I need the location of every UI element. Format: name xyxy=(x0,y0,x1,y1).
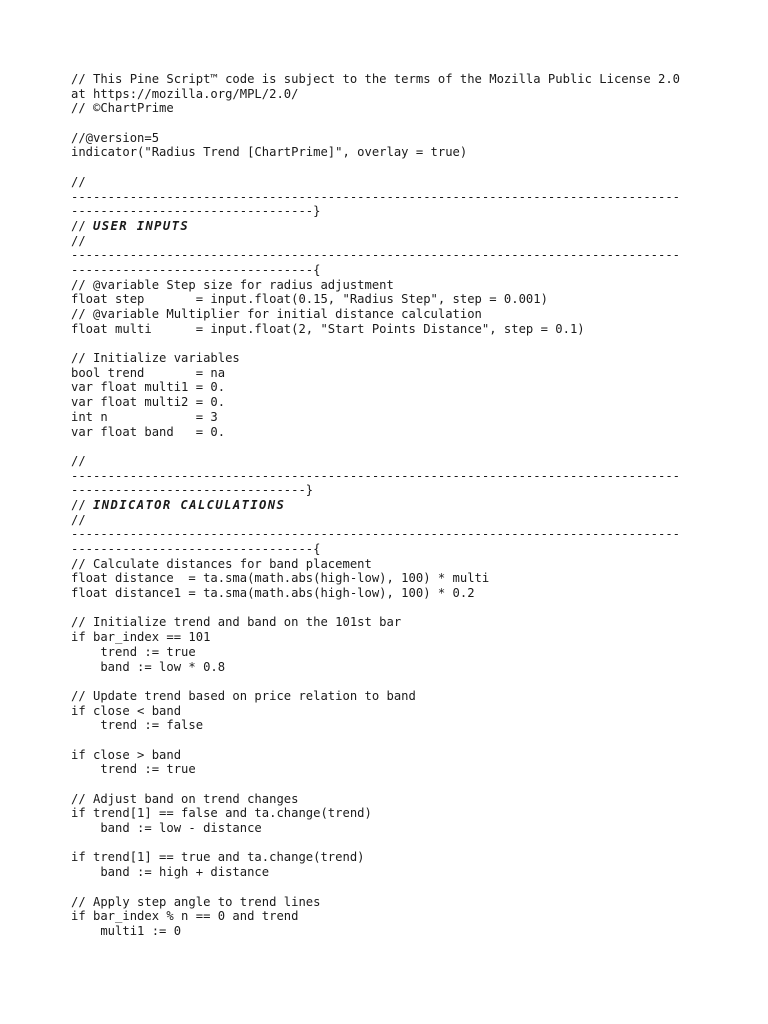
code-line xyxy=(71,880,701,895)
code-line-text: // xyxy=(71,174,86,189)
code-line xyxy=(71,601,701,616)
code-line xyxy=(71,101,701,116)
code-line xyxy=(71,410,701,425)
code-line-text: // Update trend based on price relation to band xyxy=(71,688,416,703)
code-line-text: // Adjust band on trend changes xyxy=(71,791,299,806)
code-line-text: // @variable Multiplier for initial distance calculation xyxy=(71,307,482,321)
code-line-text: ----------------------------------------------------------------------------------- xyxy=(71,189,681,204)
code-line xyxy=(71,513,701,528)
code-line-text: // Calculate distances for band placement xyxy=(71,556,372,571)
code-line xyxy=(71,895,701,910)
code-line xyxy=(71,454,701,469)
section-heading: USER INPUTS xyxy=(93,218,190,233)
code-line xyxy=(71,72,701,87)
code-line-text: at https://mozilla.org/MPL/2.0/ xyxy=(71,86,299,101)
code-line xyxy=(71,160,701,175)
code-line-text: var float multi1 = 0. xyxy=(71,380,226,395)
code-line xyxy=(71,865,701,880)
code-line xyxy=(71,219,701,234)
code-line-text: ---------------------------------{ xyxy=(71,262,321,277)
code-line xyxy=(71,336,701,351)
code-line xyxy=(71,689,701,704)
code-line-text: // Initialize trend and band on the 101st bar xyxy=(71,615,402,630)
code-line xyxy=(71,469,701,484)
code-line xyxy=(71,557,701,572)
code-line-text: // This Pine Script™ code is subject to the terms of the Mozilla Public License 2.0 xyxy=(71,72,681,86)
code-line xyxy=(71,278,701,293)
code-line xyxy=(71,821,701,836)
section-heading: INDICATOR CALCULATIONS xyxy=(93,497,286,512)
code-line-text: // Apply step angle to trend lines xyxy=(71,894,321,909)
code-line-text: // xyxy=(71,512,86,527)
code-line-text: if close < band xyxy=(71,703,182,718)
code-block xyxy=(71,72,701,939)
code-line xyxy=(71,836,701,851)
code-line xyxy=(71,307,701,322)
code-line xyxy=(71,204,701,219)
code-line xyxy=(71,792,701,807)
code-line-text: var float multi2 = 0. xyxy=(71,395,226,410)
code-line xyxy=(71,806,701,821)
code-line-text: if bar_index == 101 xyxy=(71,630,211,645)
code-line xyxy=(71,777,701,792)
code-line-text: // xyxy=(71,233,86,248)
code-line-text: indicator("Radius Trend [ChartPrime]", overlay = true) xyxy=(71,145,468,160)
code-line xyxy=(71,542,701,557)
code-line-text: trend := false xyxy=(71,718,204,733)
code-line xyxy=(71,190,701,205)
code-line-text: // ©ChartPrime xyxy=(71,101,174,116)
code-line-text: --------------------------------} xyxy=(71,483,314,498)
code-line-text: ---------------------------------{ xyxy=(71,542,321,556)
code-line-text: bool trend = na xyxy=(71,365,226,380)
code-line xyxy=(71,762,701,777)
code-line xyxy=(71,87,701,102)
code-line xyxy=(71,292,701,307)
code-line xyxy=(71,322,701,337)
code-line xyxy=(71,116,701,131)
code-line-text: // xyxy=(71,453,86,468)
code-line xyxy=(71,586,701,601)
code-line xyxy=(71,615,701,630)
code-line xyxy=(71,645,701,660)
code-line xyxy=(71,660,701,675)
code-line xyxy=(71,909,701,924)
code-line-text: // Initialize variables xyxy=(71,351,240,366)
code-line-text: band := low - distance xyxy=(71,821,262,836)
code-line xyxy=(71,674,701,689)
code-line-text: //@version=5 xyxy=(71,130,160,145)
code-line xyxy=(71,131,701,146)
code-line xyxy=(71,733,701,748)
code-line xyxy=(71,704,701,719)
code-line xyxy=(71,380,701,395)
code-line-text: float distance = ta.sma(math.abs(high-low), 100) * multi xyxy=(71,571,490,586)
code-line xyxy=(71,630,701,645)
code-line xyxy=(71,924,701,939)
code-line-text: float multi = input.float(2, "Start Points Distance", step = 0.1) xyxy=(71,321,585,336)
code-line xyxy=(71,248,701,263)
code-line xyxy=(71,145,701,160)
code-line xyxy=(71,748,701,763)
code-line xyxy=(71,351,701,366)
code-line xyxy=(71,439,701,454)
code-line-text: band := low * 0.8 xyxy=(71,659,226,674)
code-line xyxy=(71,263,701,278)
code-line-text: float step = input.float(0.15, "Radius Step", step = 0.001) xyxy=(71,292,548,307)
code-line-text: // @variable Step size for radius adjustment xyxy=(71,277,394,292)
code-line-text: var float band = 0. xyxy=(71,424,226,439)
code-line-text: band := high + distance xyxy=(71,865,270,880)
code-line xyxy=(71,366,701,381)
code-line-text: if trend[1] == true and ta.change(trend) xyxy=(71,850,365,865)
code-line xyxy=(71,571,701,586)
code-line xyxy=(71,234,701,249)
code-line xyxy=(71,718,701,733)
code-line-text: trend := true xyxy=(71,644,196,659)
code-line xyxy=(71,498,701,513)
code-line xyxy=(71,425,701,440)
code-line-text: // xyxy=(71,497,94,512)
code-line xyxy=(71,395,701,410)
code-line xyxy=(71,483,701,498)
code-line-text: ----------------------------------------------------------------------------------- xyxy=(71,468,681,483)
code-line-text: multi1 := 0 xyxy=(71,923,182,938)
code-line xyxy=(71,850,701,865)
code-line-text: ----------------------------------------------------------------------------------- xyxy=(71,527,681,542)
code-line-text: if trend[1] == false and ta.change(trend) xyxy=(71,806,372,821)
code-line-text: ---------------------------------} xyxy=(71,204,321,219)
code-line-text: if bar_index % n == 0 and trend xyxy=(71,909,299,924)
code-line-text: float distance1 = ta.sma(math.abs(high-low), 100) * 0.2 xyxy=(71,586,475,601)
code-line-text: // xyxy=(71,218,94,233)
code-line-text: trend := true xyxy=(71,762,196,777)
code-line-text: int n = 3 xyxy=(71,409,218,424)
code-line-text: ----------------------------------------------------------------------------------- xyxy=(71,248,681,263)
code-line-text: if close > band xyxy=(71,747,182,762)
code-line xyxy=(71,175,701,190)
code-line xyxy=(71,527,701,542)
